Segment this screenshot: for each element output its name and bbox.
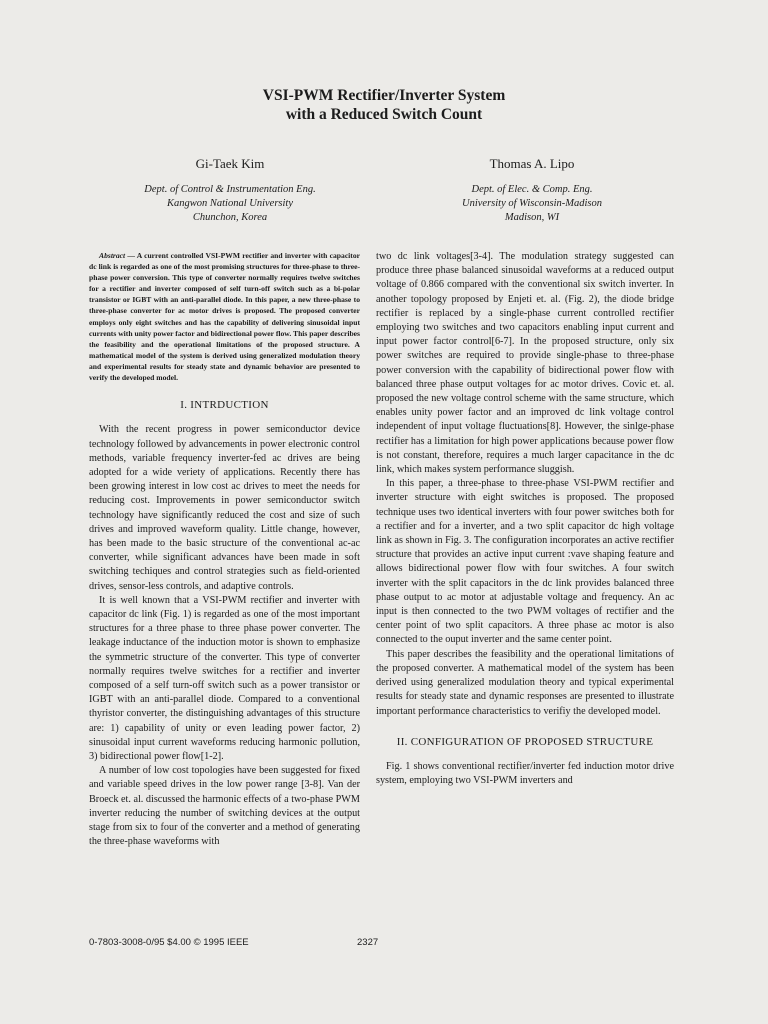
title-line-1: VSI-PWM Rectifier/Inverter System [262, 87, 506, 104]
paragraph: In this paper, a three-phase to three-phase VSI-PWM rectifier and inverter structure with eight switches is proposed. The proposed technique uses two identical inverters with four power switches both for a rectifier and for a inverter, and a two split capacitor dc high voltage link as shown in Fig. 3. The configuration incorporates an active rectifier structure that provides an active input current :vave shaping feature and allows bidirectional power flow with four switches. A four switch inverter with the split capacitors in the dc link provides balanced three phase output to ac motor at adjustable voltage and frequency. An ac input is then connected to the two PWM voltages of rectifier and the center point of two split capacitors. A three phase ac motor is also connected to the ouput inverter and the same center point. [376, 478, 674, 646]
paragraph: A number of low cost topologies have been suggested for fixed and variable speed drives in the low power range [3-8]. Van der Broeck et. al. discussed the harmonic effects of a two-phase PWM inverter reducing the number of switching devices at the output stage from six to four of the converter and a method of generating the three-phase waveforms with [89, 765, 360, 848]
section-heading-configuration: II. CONFIGURATION OF PROPOSED STRUCTURE [396, 735, 654, 748]
paragraph: Fig. 1 shows conventional rectifier/inverter fed induction motor drive system, employing two VSI-PWM inverters and [376, 760, 674, 787]
abstract-label: Abstract [99, 251, 126, 260]
right-column [376, 250, 674, 788]
author-affiliation-line: Dept. of Elec. & Comp. Eng. [471, 184, 593, 195]
section-heading-introduction: I. INTRDUCTION [180, 399, 269, 412]
author-affiliation-line: Madison, WI [504, 212, 560, 223]
paragraph: It is well known that a VSI-PWM rectifier and inverter with capacitor dc link (Fig. 1) is regarded as one of the most important structures for a three phase to three phase power converter. The leakage inductance of the induction motor is shown to emphasize the symmetric structure of the converter. This type of converter normally requires twelve switches for a rectifier and inverter composed of a self turn-off switch such as a power transistor or IGBT with an anti-parallel diode. Compared to a conventional thyristor converter, the distinguishing advantages of this structure are: 1) capability of unity or even leading power factor, 2) sinusoidal input current waveforms reducing harmonic pollution, 3) bidirectional power flow[1-2]. [89, 594, 360, 762]
paragraph: two dc link voltages[3-4]. The modulation strategy suggested can produce three phase balanced sinusoidal waveforms at a reduced output voltage of 0.866 compared with the conventional six switch inverter. In another topology proposed by Enjeti et. al. (Fig. 2), the diode bridge rectifier is replaced by a single-phase current controlled rectifier employing two switches and two capacitors enabling input current and input power factor control[6-7]. In the proposed structure, only six power switches are required to provide single-phase to three-phase power conversion with the capability of bidirectional power flow with balanced three phase output voltages for ac motor drives. Covic et. al. proposed the new voltage control scheme with the same structure, which enables unity power factor and an improved dc link voltage control independent of input voltage fluctuations[8]. However, the sinlge-phase rectifier has a limitation for high power applications because power flow is not constant, therefore, requires a much larger capacitance in the dc link, which makes system performance sluggish. [376, 251, 674, 476]
author-affiliation-line: Kangwon National University [167, 198, 293, 209]
author-block-1 [80, 156, 380, 225]
author-affiliation-line: Chunchon, Korea [192, 212, 268, 223]
page-number: 2327 [357, 937, 379, 948]
author-block-2 [382, 156, 682, 225]
paper-title [0, 86, 768, 124]
author-name: Gi-Taek Kim [195, 156, 265, 171]
paragraph: This paper describes the feasibility and the operational limitations of the proposed converter. A mathematical model of the system has been derived using generalized modulation theory and typical experimental results for steady state and dynamic responses are presented to illustrate important performance characteristics to verifiy the developed model. [376, 648, 674, 717]
copyright-line: 0-7803-3008-0/95 $4.00 © 1995 IEEE [89, 937, 249, 948]
left-column [89, 250, 360, 849]
abstract [89, 250, 360, 383]
paragraph: With the recent progress in power semiconductor device technology followed by advancements in power electronic control methods, variable frequency inverter-fed ac drives are being adopted for a wide veriety of applications. Recently there has been growing interest in low cost ac drives to meet the needs for reducing cost. Improvements in power semiconductor switch technology have significantly reduced the cost and size of such drives and improved waveform quality. Little change, however, has been made to the basic structure of the conventional ac-ac converter, while significant advances have been made in soft switching techiques and control strategies such as field-oriented drives, sensor-less controls, and adaptive controls. [89, 424, 360, 592]
author-name: Thomas A. Lipo [489, 156, 575, 171]
abstract-text: — A current controlled VSI-PWM rectifier and inverter with capacitor dc link is regarded as one of the most promising structures for three-phase to three-phase power conversion. This type of converter normally requires twelve switches for a rectifier and inverter composed of self turn-off switch such as a bi-polar transistor or IGBT with an anti-parallel diode. In this paper, a new three-phase to three-phase converter for ac motor drives is proposed. The proposed converter employs only eight switches and has the capability of delivering sinusoidal input currents with unity power factor and bidirectional power flow. This paper describes the feasibility and the operational limitations of the proposed structure. A mathematical model of the system is derived using generalized modulation theory and experimental results for steady state and dynamic behavior are presented to verify the developed model. [89, 251, 360, 383]
title-line-2: with a Reduced Switch Count [285, 106, 483, 123]
author-affiliation-line: Dept. of Control & Instrumentation Eng. [144, 184, 316, 195]
author-affiliation-line: University of Wisconsin-Madison [462, 198, 602, 209]
